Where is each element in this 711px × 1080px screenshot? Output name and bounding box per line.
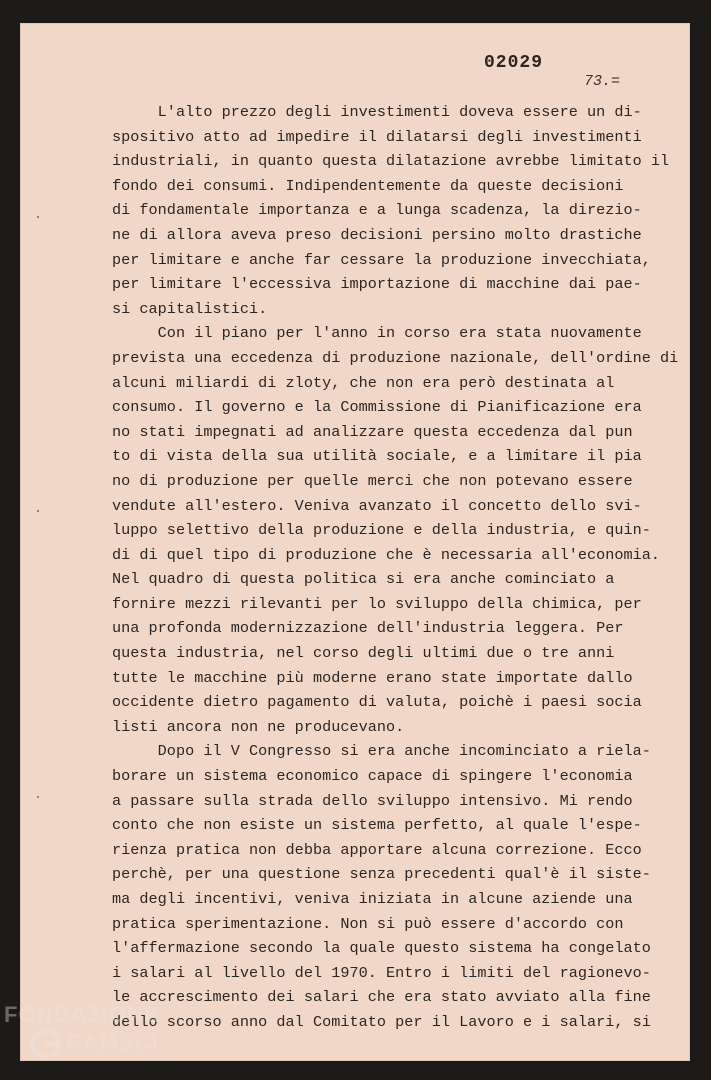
watermark-line-2: RAMSCI xyxy=(66,1030,159,1055)
watermark-onlus: onlus xyxy=(149,1053,174,1062)
text-line: tutte le macchine più moderne erano state importate dallo xyxy=(112,668,633,687)
text-line: no di produzione per quelle merci che non potevano essere xyxy=(112,471,633,490)
text-line: di di quel tipo di produzione che è necessaria all'economia. xyxy=(112,545,661,564)
text-line: di fondamentale importanza e a lunga scadenza, la direzio- xyxy=(112,201,642,220)
text-line: si capitalistici. xyxy=(112,299,268,318)
watermark-line-1: FONDAZIONE xyxy=(4,1002,160,1027)
text-line: spositivo atto ad impedire il dilatarsi degli investimenti xyxy=(112,127,642,146)
text-line: listi ancora non ne producevano. xyxy=(112,717,405,736)
text-line: consumo. Il governo e la Commissione di Pianificazione era xyxy=(112,398,642,417)
gramsci-g-logo-icon xyxy=(28,1027,62,1061)
text-line: i salari al livello del 1970. Entro i limiti del ragionevo- xyxy=(112,963,651,982)
text-line: Con il piano per l'anno in corso era stata nuovamente xyxy=(112,324,642,343)
archive-document-number: 02029 xyxy=(484,53,544,73)
text-line: borare un sistema economico capace di spingere l'economia xyxy=(112,767,633,786)
text-line: vendute all'estero. Veniva avanzato il concetto dello svi- xyxy=(112,496,642,515)
text-line: fornire mezzi rilevanti per lo sviluppo della chimica, per xyxy=(112,594,642,613)
text-line: industriali, in quanto questa dilatazione avrebbe limitato il xyxy=(112,152,670,171)
fondazione-gramsci-watermark xyxy=(4,1002,174,1063)
margin-mark xyxy=(37,796,39,798)
text-line: dello scorso anno dal Comitato per il Lavoro e i salari, si xyxy=(112,1012,651,1031)
text-line: le accrescimento dei salari che era stato avviato alla fine xyxy=(112,988,651,1007)
margin-mark xyxy=(37,216,39,218)
text-line: occidente dietro pagamento di valuta, poichè i paesi socia xyxy=(112,693,642,712)
text-line: alcuni miliardi di zloty, che non era però destinata al xyxy=(112,373,615,392)
text-line: una profonda modernizzazione dell'industria leggera. Per xyxy=(112,619,624,638)
handwritten-page-number: 73.= xyxy=(584,73,621,90)
text-line: l'affermazione secondo la quale questo sistema ha congelato xyxy=(112,939,651,958)
text-line: fondo dei consumi. Indipendentemente da queste decisioni xyxy=(112,176,624,195)
text-line: luppo selettivo della produzione e della industria, e quin- xyxy=(112,521,651,540)
text-line: perchè, per una questione senza precedenti qual'è il siste- xyxy=(112,865,651,884)
text-line: L'alto prezzo degli investimenti doveva essere un di- xyxy=(112,103,642,121)
text-line: ma degli incentivi, veniva iniziata in alcune aziende una xyxy=(112,890,633,908)
text-line: no stati impegnati ad analizzare questa eccedenza dal pun xyxy=(112,422,633,441)
text-line: per limitare e anche far cessare la produzione invecchiata, xyxy=(112,250,651,269)
text-line: Nel quadro di questa politica si era anche cominciato a xyxy=(112,570,615,589)
text-line: prevista una eccedenza di produzione nazionale, dell'ordine di xyxy=(112,348,679,367)
text-line: rienza pratica non debba apportare alcuna correzione. Ecco xyxy=(112,840,642,859)
text-line: ne di allora aveva preso decisioni persino molto drastiche xyxy=(112,225,642,244)
typewritten-body-text xyxy=(112,100,692,1035)
margin-mark xyxy=(37,510,39,512)
text-line: per limitare l'eccessiva importazione di macchine dai pae- xyxy=(112,275,642,294)
text-line: conto che non esiste un sistema perfetto, al quale l'espe- xyxy=(112,816,642,835)
text-line: a passare sulla strada dello sviluppo intensivo. Mi rendo xyxy=(112,791,633,810)
text-line: pratica sperimentazione. Non si può essere d'accordo con xyxy=(112,914,624,933)
text-line: Dopo il V Congresso si era anche incominciato a riela- xyxy=(112,742,651,761)
text-line: questa industria, nel corso degli ultimi due o tre anni xyxy=(112,644,615,663)
text-line: to di vista della sua utilità sociale, e a limitare il pia xyxy=(112,447,642,466)
